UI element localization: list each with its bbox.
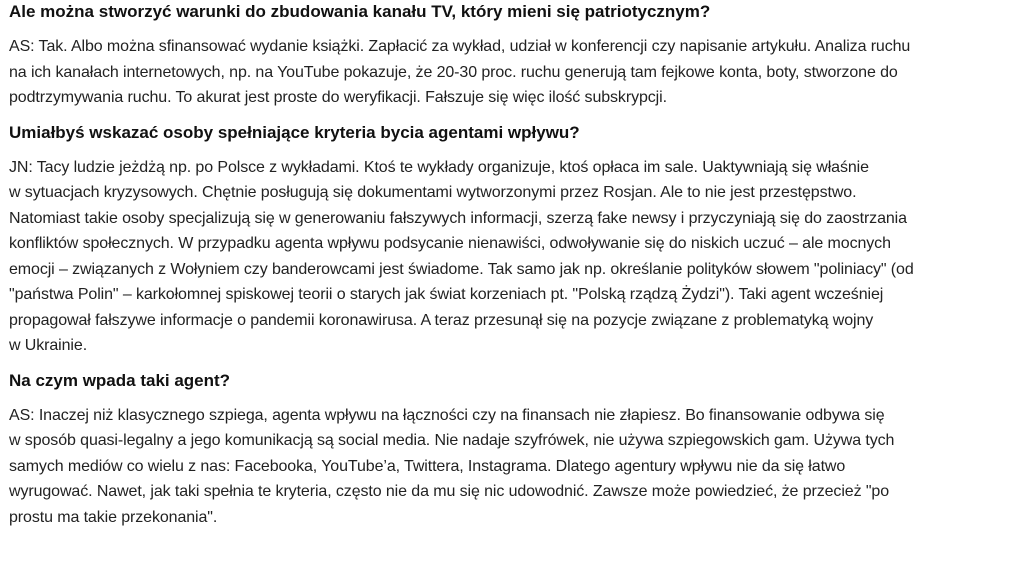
answer-line: emocji – związanych z Wołyniem czy banderowcami jest świadome. Tak samo jak np. określanie polityków słowem "poliniacy" (od — [9, 260, 914, 278]
answer-line: AS: Inaczej niż klasycznego szpiega, agenta wpływu na łączności czy na finansach nie złapiesz. Bo finansowanie odbywa się — [9, 406, 885, 424]
answer-line: w Ukrainie. — [9, 337, 88, 354]
interview-answer — [9, 403, 985, 531]
interview-question: Ale można stworzyć warunki do zbudowania kanału TV, który mieni się patriotycznym? — [9, 2, 711, 21]
answer-line: wyrugować. Nawet, jak taki spełnia te kryteria, często nie da mu się nic udowodnić. Zawsze może powiedzieć, że przecież "po — [9, 483, 890, 500]
answer-line: propagował fałszywe informacje o pandemii koronawirusa. A teraz przesunął się na pozycje związane z problematyką wojny — [9, 311, 874, 329]
answer-line: konfliktów społecznych. W przypadku agenta wpływu podsycanie nienawiści, odwoływanie się do niskich uczuć – ale mocnych — [9, 235, 891, 252]
answer-line: w sytuacjach kryzysowych. Chętnie posługują się dokumentami wytworzonymi przez Rosjan. Ale to nie jest przestępstwo. — [9, 184, 857, 201]
interview-answer — [9, 34, 985, 111]
answer-line: w sposób quasi-legalny a jego komunikacją są social media. Nie nadaje szyfrówek, nie używa szpiegowskich gam. Używa tych — [9, 432, 895, 449]
interview-question: Na czym wpada taki agent? — [9, 370, 231, 390]
interview-question: Umiałbyś wskazać osoby spełniające kryteria bycia agentami wpływu? — [9, 122, 580, 142]
answer-line: na ich kanałach internetowych, np. na YouTube pokazuje, że 20-30 proc. ruchu generują tam fejkowe konta, boty, stworzone do — [9, 63, 898, 81]
answer-line: podtrzymywania ruchu. To akurat jest proste do weryfikacji. Fałszuje się więc ilość subskrypcji. — [9, 89, 667, 106]
answer-line: prostu ma takie przekonania". — [9, 508, 218, 526]
answer-line: "państwa Polin" – karkołomnej spiskowej teorii o starych jak świat korzeniach pt. "Polską rządzą Żydzi"). Taki agent wcześniej — [9, 286, 884, 303]
answer-line: JN: Tacy ludzie jeżdżą np. po Polsce z wykładami. Ktoś te wykłady organizuje, ktoś opłaca im sale. Uaktywniają się właśnie — [9, 158, 869, 176]
answer-line: AS: Tak. Albo można sfinansować wydanie książki. Zapłacić za wykład, udział w konferencji czy napisanie artykułu. Analiza ruchu — [9, 38, 911, 55]
answer-line: Natomiast takie osoby specjalizują się w generowaniu fałszywych informacji, szerzą fake newsy i przyczyniają się do zaostrzania — [9, 209, 907, 227]
interview-answer — [9, 155, 985, 359]
answer-line: samych mediów co wielu z nas: Facebooka, YouTube’a, Twittera, Instagrama. Dlatego agentury wpływu nie da się łatwo — [9, 457, 846, 475]
